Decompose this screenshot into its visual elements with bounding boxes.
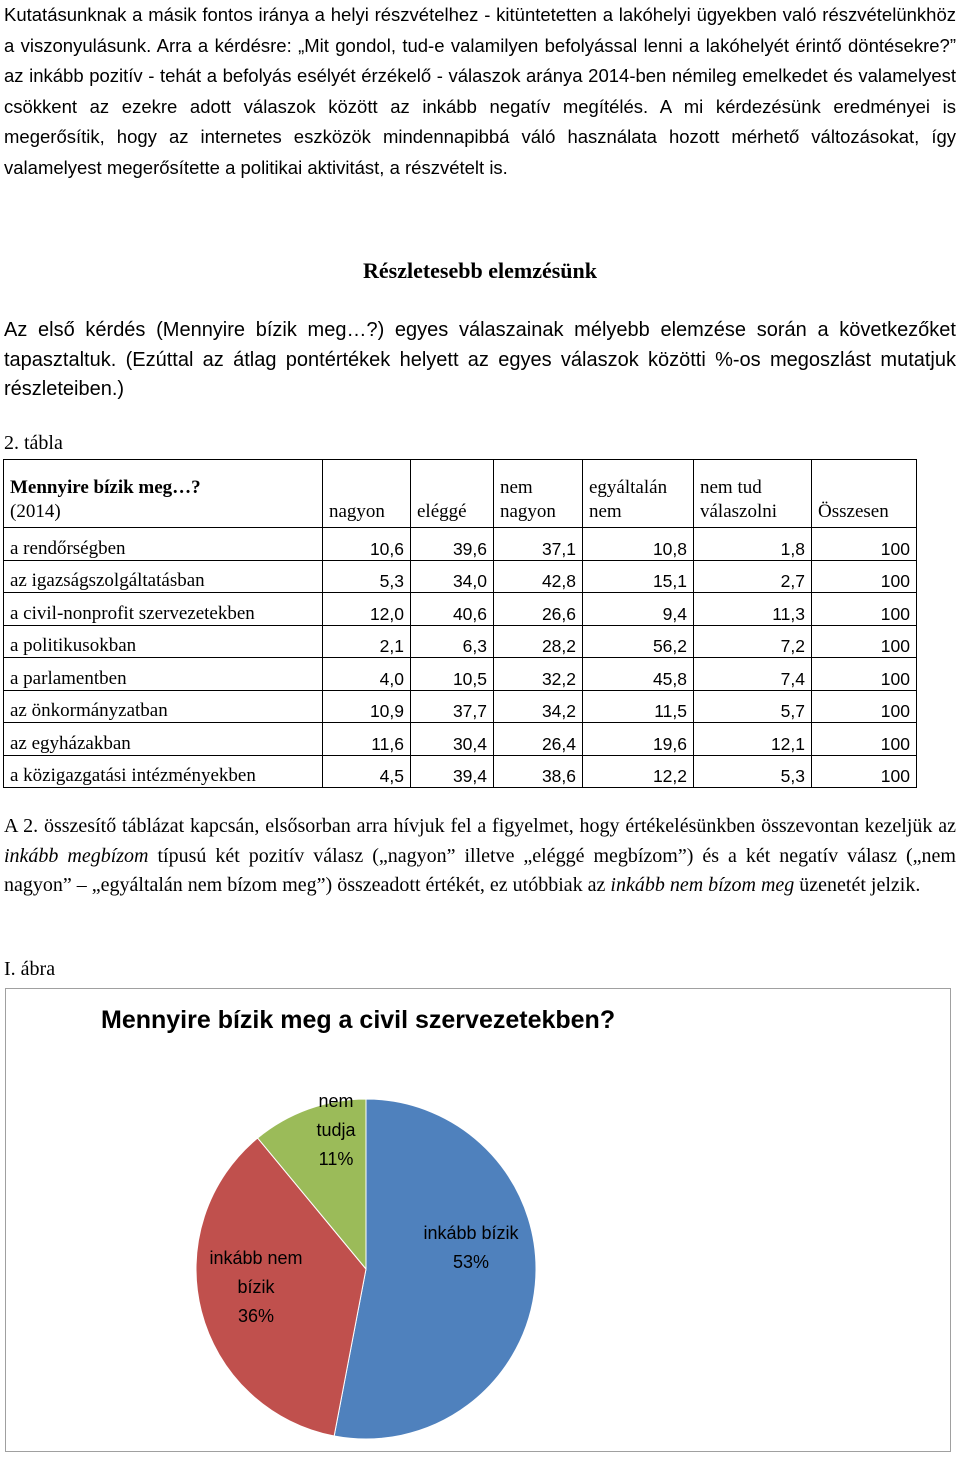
cell: 10,9	[323, 690, 411, 723]
cell: 2,1	[323, 625, 411, 658]
row-name: az egyházakban	[4, 723, 323, 756]
header-nem-tud: nem tud válaszolni	[694, 460, 812, 528]
cell: 5,3	[694, 755, 812, 788]
cell: 100	[812, 560, 917, 593]
cell: 7,4	[694, 658, 812, 691]
table-row	[4, 528, 917, 561]
slice-nem-tudja-label: nem tudja 11%	[316, 1091, 356, 1169]
chart-title: Mennyire bízik meg a civil szervezetekben?	[101, 1006, 616, 1034]
cell: 39,6	[411, 528, 494, 561]
table-row	[4, 690, 917, 723]
cell: 7,2	[694, 625, 812, 658]
analysis-paragraph: Az első kérdés (Mennyire bízik meg…?) egyes válaszainak mélyebb elemzése során a következőket tapasztaltuk. (Ezúttal az átlag pontértékek helyett az egyes válaszok közötti %-os megoszlást mutatjuk részleteiben.)	[4, 319, 956, 400]
pie-chart	[6, 989, 950, 1451]
row-name: a rendőrségben	[4, 528, 323, 561]
intro-paragraph	[4, 0, 956, 183]
header-nem-nagyon: nem nagyon	[494, 460, 583, 528]
cell: 34,0	[411, 560, 494, 593]
cell: 40,6	[411, 593, 494, 626]
figure-label: I. ábra	[4, 958, 56, 980]
cell: 26,6	[494, 593, 583, 626]
cell: 15,1	[583, 560, 694, 593]
cell: 30,4	[411, 723, 494, 756]
cell: 28,2	[494, 625, 583, 658]
cell: 34,2	[494, 690, 583, 723]
cell: 12,2	[583, 755, 694, 788]
intro-sans-text-2: A mi kérdezésünk eredményei is megerősítik, hogy az internetes eszközök mindennapibbá váló használata hozott mérhető változásokat, így valamelyest megerősítette a politikai aktivitást, a részvételt is.	[4, 95, 957, 178]
cell: 11,6	[323, 723, 411, 756]
pie-chart-frame	[5, 988, 951, 1452]
header-title: Mennyire bízik meg…? (2014)	[4, 460, 323, 528]
table-header-row	[4, 460, 917, 528]
row-name: a közigazgatási intézményekben	[4, 755, 323, 788]
cell: 4,5	[323, 755, 411, 788]
cell: 11,5	[583, 690, 694, 723]
cell: 12,0	[323, 593, 411, 626]
header-nagyon: nagyon	[323, 460, 411, 528]
cell: 100	[812, 593, 917, 626]
cell: 100	[812, 755, 917, 788]
cell: 39,4	[411, 755, 494, 788]
cell: 5,3	[323, 560, 411, 593]
cell: 4,0	[323, 658, 411, 691]
cell: 6,3	[411, 625, 494, 658]
header-osszesen: Összesen	[812, 460, 917, 528]
cell: 2,7	[694, 560, 812, 593]
cell: 37,7	[411, 690, 494, 723]
table-row	[4, 658, 917, 691]
cell: 11,3	[694, 593, 812, 626]
intro-sans-text: Kutatásunknak a másik fontos iránya a helyi részvételhez - kitüntetetten a lakóhelyi ügyekben való részvételünkhöz a viszonyulásunk. Arra a kérdésre: „Mit gondol, tud-e valamilyen befolyással lenni a lakóhelyét érintő döntésekre?” az inkább pozitív - tehát a befolyás esélyét érzékelő - válaszok aránya 2014-ben némileg emelkedet és valamelyest csökkent az ezekre adott válaszok között az inkább negatív megítélés.	[4, 4, 956, 117]
row-name: a civil-nonprofit szervezetekben	[4, 593, 323, 626]
cell: 19,6	[583, 723, 694, 756]
table-row	[4, 755, 917, 788]
emphasis-negative: inkább nem bízom meg	[610, 874, 795, 896]
cell: 38,6	[494, 755, 583, 788]
cell: 100	[812, 690, 917, 723]
slice-inkabb-nem-bizik-label: inkább nem bízik 36%	[209, 1248, 303, 1326]
cell: 100	[812, 528, 917, 561]
cell: 100	[812, 625, 917, 658]
cell: 100	[812, 658, 917, 691]
cell: 10,6	[323, 528, 411, 561]
table-label: 2. tábla	[4, 432, 63, 454]
emphasis-positive: inkább megbízom	[4, 844, 149, 867]
row-name: az önkormányzatban	[4, 690, 323, 723]
cell: 5,7	[694, 690, 812, 723]
header-elegge: eléggé	[411, 460, 494, 528]
row-name: a politikusokban	[4, 625, 323, 658]
row-name: a parlamentben	[4, 658, 323, 691]
slice-inkabb-bizik-label: inkább bízik 53%	[423, 1223, 519, 1272]
cell: 9,4	[583, 593, 694, 626]
cell: 56,2	[583, 625, 694, 658]
cell: 12,1	[694, 723, 812, 756]
cell: 10,5	[411, 658, 494, 691]
cell: 26,4	[494, 723, 583, 756]
row-name: az igazságszolgáltatásban	[4, 560, 323, 593]
section-title: Részletesebb elemzésünk	[362, 258, 597, 283]
cell: 42,8	[494, 560, 583, 593]
table-row	[4, 723, 917, 756]
cell: 45,8	[583, 658, 694, 691]
cell: 32,2	[494, 658, 583, 691]
header-egyaltalan-nem: egyáltalán nem	[583, 460, 694, 528]
cell: 100	[812, 723, 917, 756]
table-row	[4, 625, 917, 658]
table-row	[4, 593, 917, 626]
trust-table	[3, 459, 917, 788]
cell: 10,8	[583, 528, 694, 561]
table-row	[4, 560, 917, 593]
summary-paragraph: A 2. összesítő táblázat kapcsán, elsősorban arra hívjuk fel a figyelmet, hogy értékelésünkben összevontan kezeljük az inkább megbízom típusú két pozitív válasz („nagyon” illetve „eléggé megbízom”) és a két negatív válasz („nem nagyon” – „egyáltalán nem bízom meg”) összeadott értékét, ez utóbbiak az inkább nem bízom meg üzenetét jelzik.	[4, 815, 956, 896]
cell: 37,1	[494, 528, 583, 561]
cell: 1,8	[694, 528, 812, 561]
